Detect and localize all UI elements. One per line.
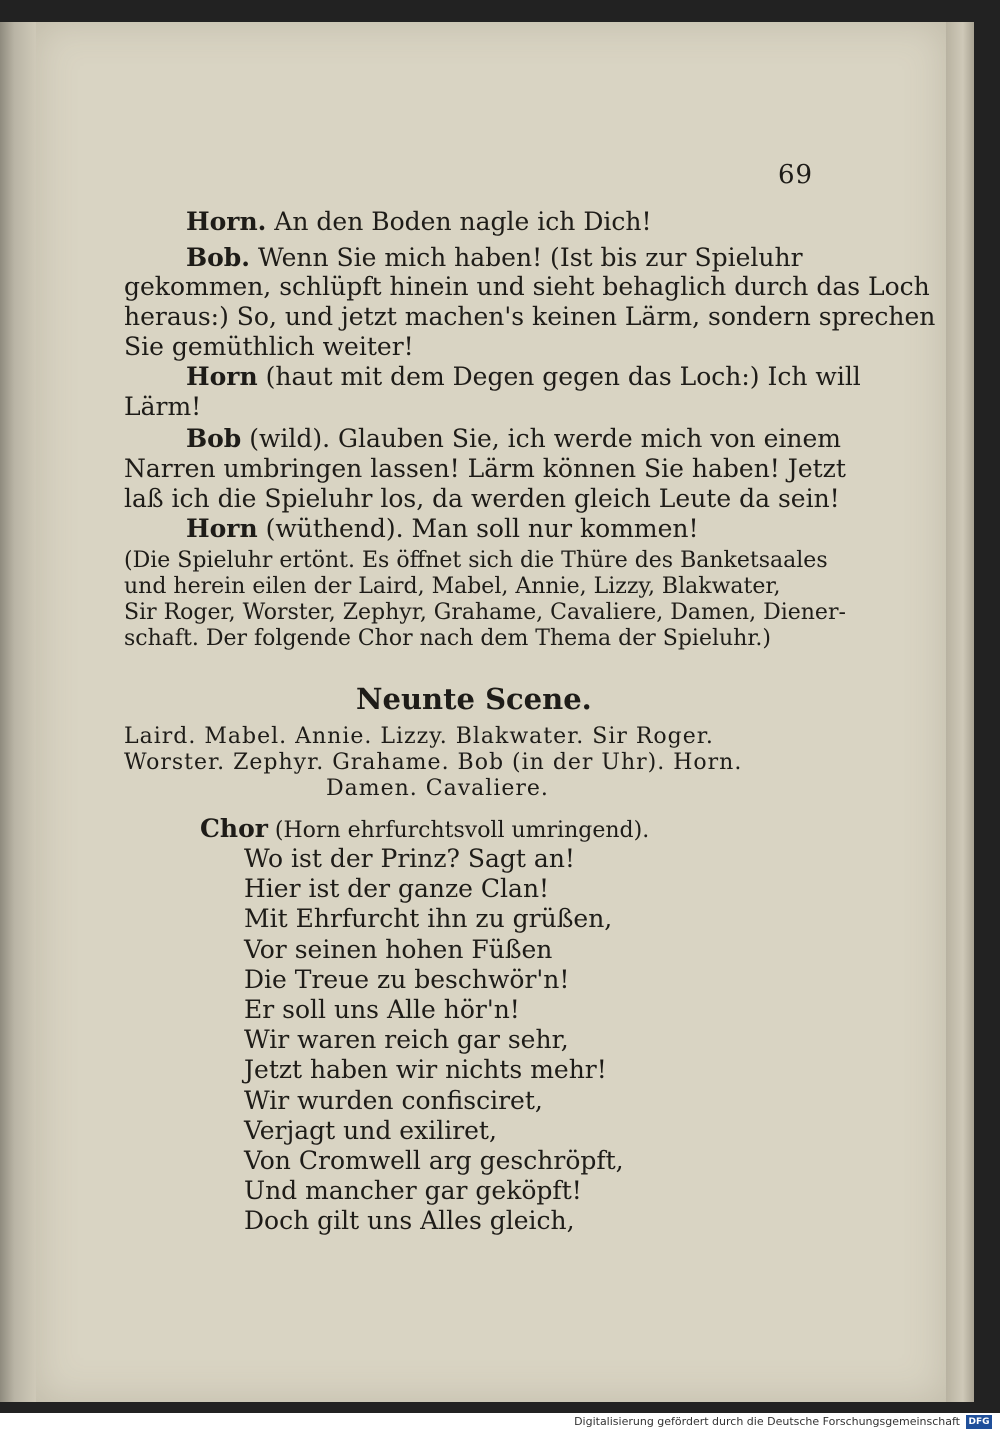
line-text: und herein eilen der Laird, Mabel, Annie, Lizzy, Blakwater,	[124, 574, 781, 599]
text-line	[186, 424, 841, 454]
text-line	[124, 302, 935, 332]
chorus-direction: (Horn ehrfurchtsvoll umringend).	[267, 818, 650, 843]
line-text: Sie gemüthlich weiter!	[124, 332, 414, 361]
text-line	[124, 272, 930, 302]
line-text: Sir Roger, Worster, Zephyr, Grahame, Cavaliere, Damen, Diener-	[124, 600, 846, 625]
speaker-name: Bob	[186, 424, 242, 453]
verse-line: Und mancher gar geköpft!	[244, 1176, 582, 1206]
footer-credit: Digitalisierung gefördert durch die Deutsche Forschungsgemeinschaft	[574, 1415, 960, 1428]
footer-bar	[0, 1413, 1000, 1433]
verse-line: Vor seinen hohen Füßen	[244, 934, 553, 964]
page-number: 69	[778, 160, 814, 190]
verse-line: Die Treue zu beschwör'n!	[244, 964, 570, 994]
text-line	[186, 362, 861, 392]
speaker-name: Bob.	[186, 243, 250, 272]
verse-line: Er soll uns Alle hör'n!	[244, 995, 520, 1024]
text-line	[124, 454, 846, 484]
line-text: (Die Spieluhr ertönt. Es öffnet sich die Thüre des Banketsaales	[124, 548, 828, 573]
verse-line: Jetzt haben wir nichts mehr!	[244, 1055, 607, 1085]
verse-line: Doch gilt uns Alles gleich,	[244, 1206, 575, 1236]
scene-heading: Neunte Scene.	[356, 682, 592, 716]
verse-line: Von Cromwell arg geschröpft,	[244, 1146, 624, 1175]
line-text: schaft. Der folgende Chor nach dem Thema der Spieluhr.)	[124, 626, 772, 651]
line-text: Wenn Sie mich haben! (Ist bis zur Spieluhr	[250, 243, 803, 272]
line-text: laß ich die Spieluhr los, da werden gleich Leute da sein!	[124, 484, 840, 513]
text-line	[124, 332, 414, 362]
verse-line: Wo ist der Prinz? Sagt an!	[244, 844, 575, 873]
text-line	[124, 624, 771, 654]
text-line	[186, 243, 803, 273]
line-text: Lärm!	[124, 392, 202, 421]
line-text: (haut mit dem Degen gegen das Loch:) Ich will	[257, 362, 861, 391]
line-text: Narren umbringen lassen! Lärm können Sie haben! Jetzt	[124, 454, 846, 483]
left-page-edge	[0, 22, 38, 1402]
speaker-name: Horn	[186, 514, 258, 543]
chorus-speaker: Chor	[200, 814, 268, 843]
line-text: heraus:) So, und jetzt machen's keinen Lärm, sondern sprechen	[124, 302, 936, 331]
text-line	[124, 392, 201, 422]
text-line	[186, 207, 652, 237]
cast-line: Worster. Zephyr. Grahame. Bob (in der Uhr). Horn.	[124, 750, 743, 775]
cast-line: Laird. Mabel. Annie. Lizzy. Blakwater. Sir Roger.	[124, 724, 714, 749]
verse-line: Verjagt und exiliret,	[244, 1115, 497, 1145]
line-text: gekommen, schlüpft hinein und sieht behaglich durch das Loch	[124, 272, 930, 301]
text-line	[124, 484, 840, 514]
line-text: An den Boden nagle ich Dich!	[266, 207, 652, 236]
verse-line: Wir wurden confisciret,	[244, 1085, 543, 1115]
verse-line: Hier ist der ganze Clan!	[244, 874, 550, 904]
speaker-name: Horn.	[186, 207, 267, 236]
dfg-logo: DFG	[966, 1415, 992, 1429]
right-page-edge	[946, 22, 974, 1402]
line-text: (wild). Glauben Sie, ich werde mich von einem	[241, 424, 841, 453]
speaker-name: Horn	[186, 362, 258, 391]
text-line	[186, 514, 699, 544]
cast-line: Damen. Cavaliere.	[326, 776, 549, 801]
chorus-line	[200, 814, 649, 846]
verse-line: Mit Ehrfurcht ihn zu grüßen,	[244, 904, 613, 934]
verse-line: Wir waren reich gar sehr,	[244, 1025, 569, 1055]
line-text: (wüthend). Man soll nur kommen!	[257, 514, 699, 543]
